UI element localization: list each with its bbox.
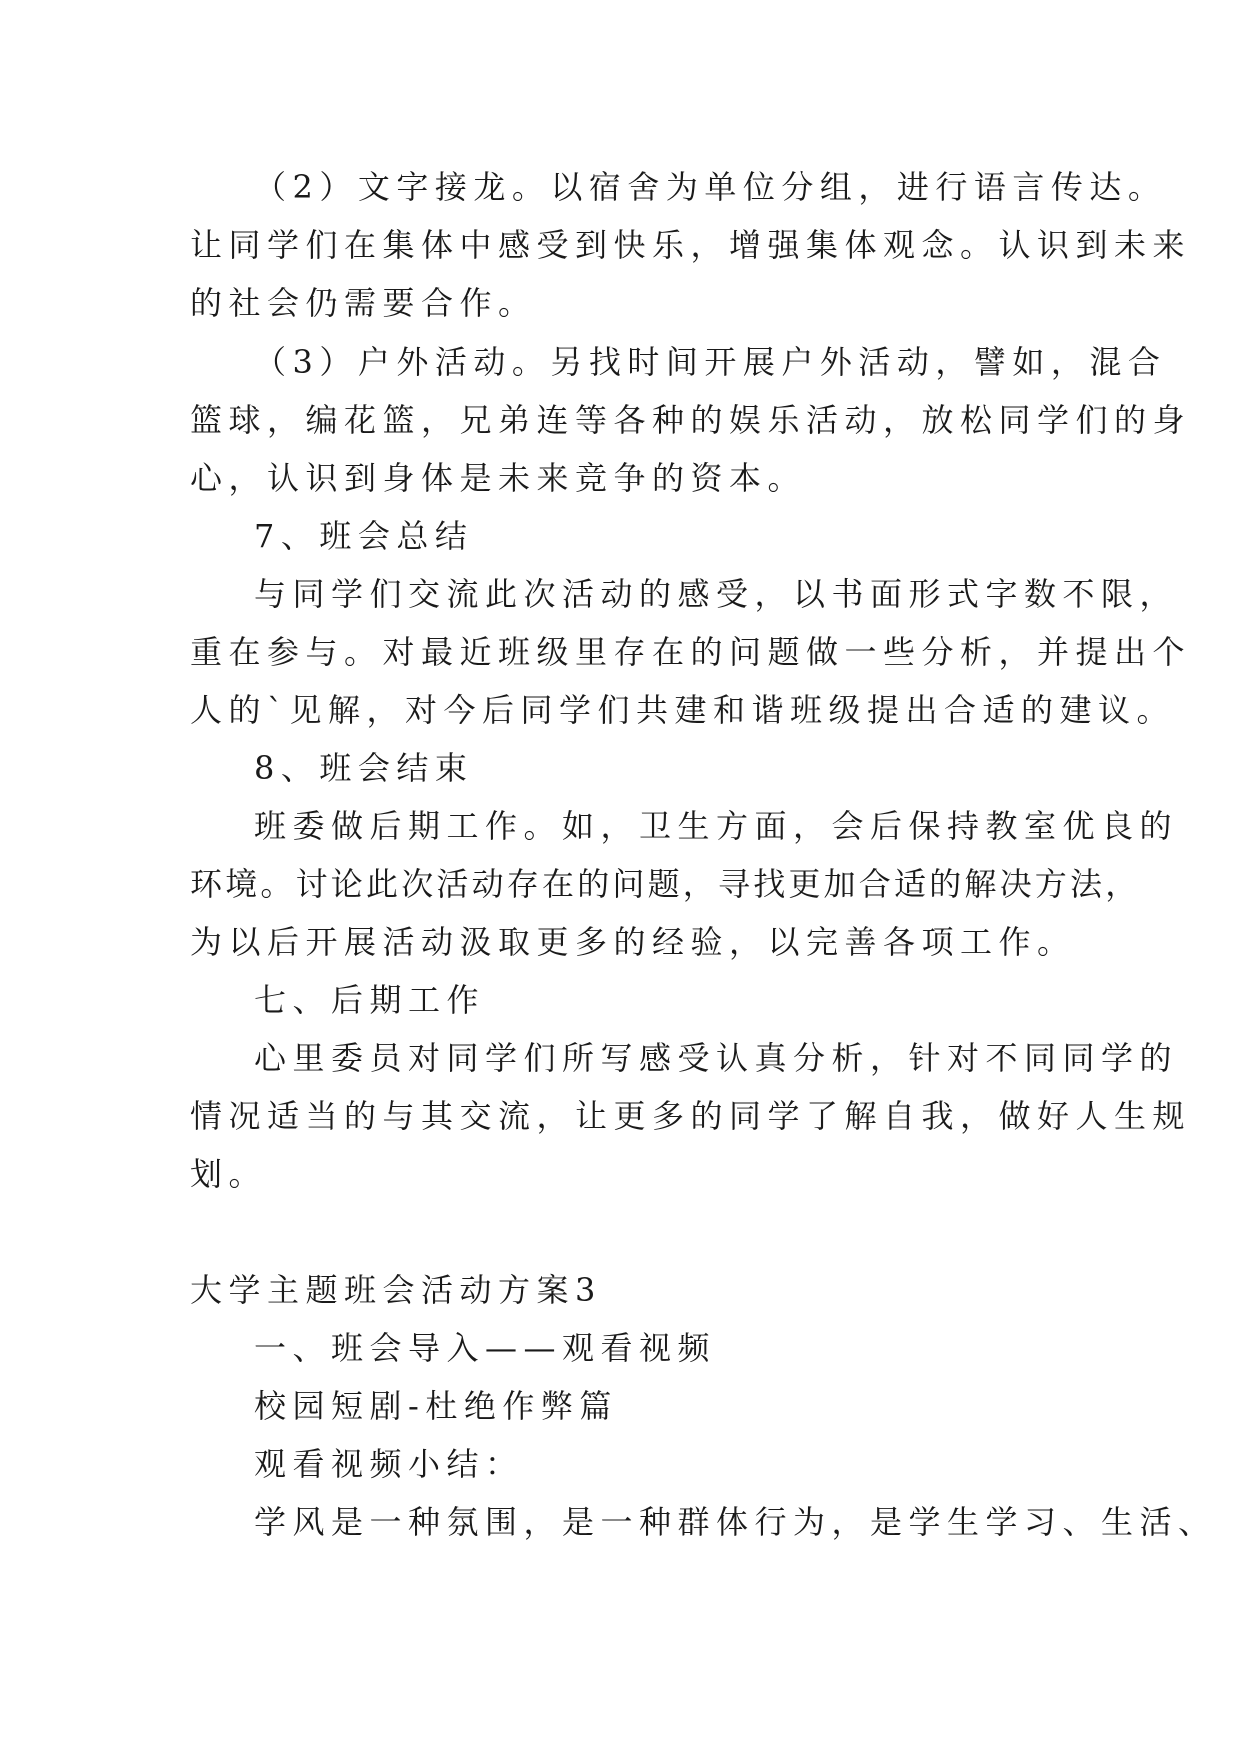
section-heading: 七、后期工作 (254, 981, 486, 1019)
section-heading: 7、班会总结 (254, 517, 474, 555)
section-heading: 8、班会结束 (254, 749, 474, 787)
document-title: 大学主题班会活动方案3 (190, 1271, 602, 1309)
paragraph-line: 与同学们交流此次活动的感受，以书面形式字数不限， (254, 575, 1179, 613)
paragraph-line: 篮球，编花篮，兄弟连等各种的娱乐活动，放松同学们的身 (190, 401, 1192, 439)
paragraph-line: （3）户外活动。另找时间开展户外活动，譬如，混合 (254, 343, 1167, 381)
paragraph-line: （2）文字接龙。以宿舍为单位分组，进行语言传达。 (254, 168, 1167, 206)
paragraph-line: 学风是一种氛围，是一种群体行为，是学生学习、生活、 (254, 1503, 1217, 1541)
paragraph-line: 情况适当的与其交流，让更多的同学了解自我，做好人生规 (190, 1097, 1192, 1135)
paragraph-line: 心里委员对同学们所写感受认真分析，针对不同同学的 (254, 1039, 1179, 1077)
paragraph-line: 人的`见解，对今后同学们共建和谐班级提出合适的建议。 (190, 691, 1176, 729)
paragraph-line: 重在参与。对最近班级里存在的问题做一些分析，并提出个 (190, 633, 1192, 671)
paragraph-line: 划。 (190, 1155, 268, 1193)
paragraph-line: 观看视频小结： (254, 1445, 524, 1483)
paragraph-line: 的社会仍需要合作。 (190, 284, 537, 322)
paragraph-line: 心，认识到身体是未来竞争的资本。 (190, 459, 807, 497)
paragraph-line: 班委做后期工作。如，卫生方面，会后保持教室优良的 (254, 807, 1179, 845)
paragraph-line: 让同学们在集体中感受到快乐，增强集体观念。认识到未来 (190, 226, 1192, 264)
paragraph-line: 为以后开展活动汲取更多的经验，以完善各项工作。 (190, 923, 1076, 961)
paragraph-line: 环境。讨论此次活动存在的问题，寻找更加合适的解决方法， (190, 865, 1141, 903)
section-heading: 一、班会导入——观看视频 (254, 1329, 717, 1367)
paragraph-line: 校园短剧-杜绝作弊篇 (254, 1387, 618, 1425)
